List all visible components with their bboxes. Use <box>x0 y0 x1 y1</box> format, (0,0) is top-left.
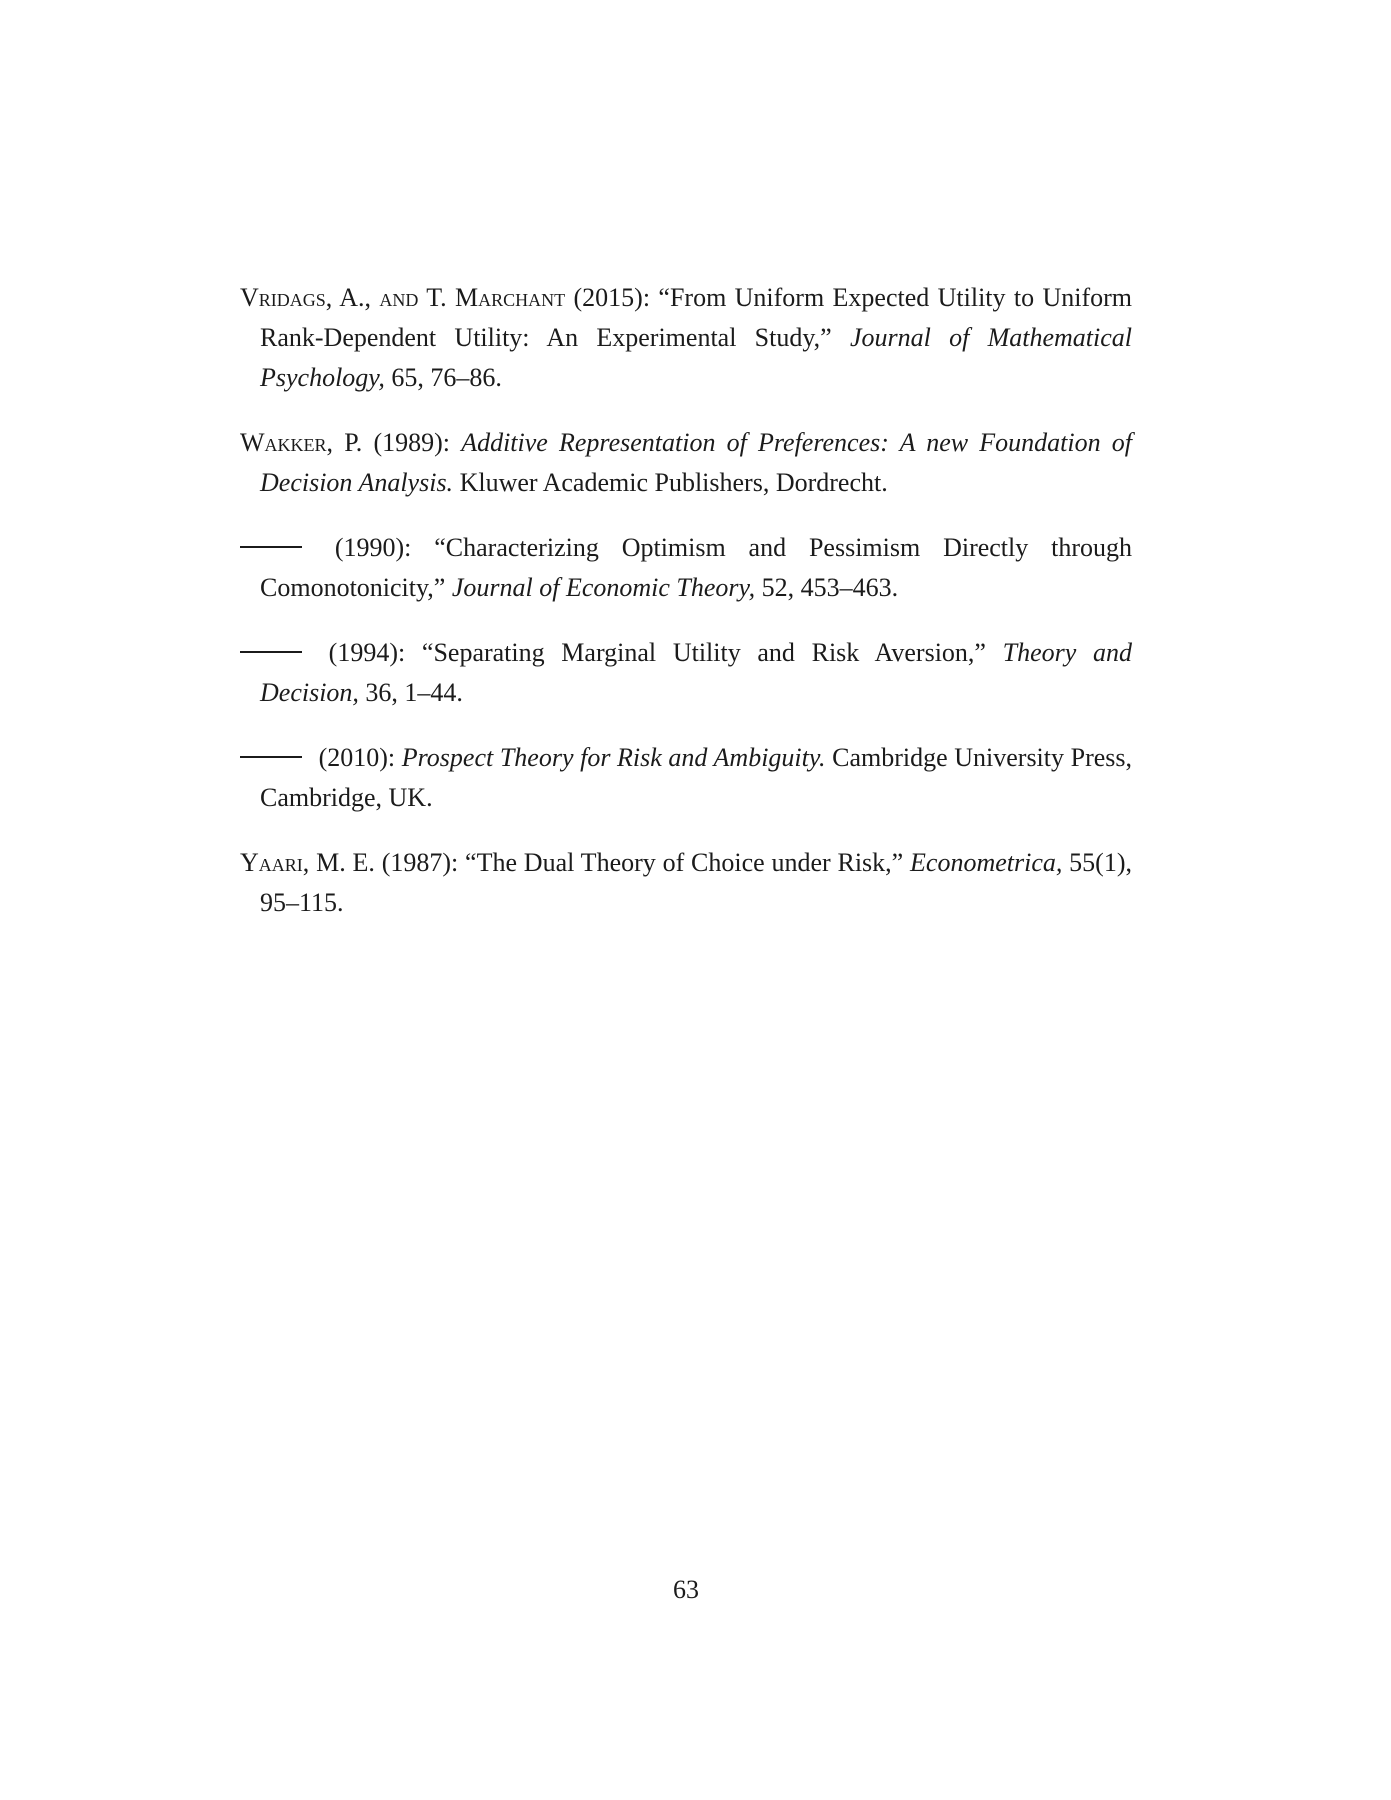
reference-entry <box>240 633 1132 713</box>
reference-tail: 55(1), 95–115. <box>260 848 1132 917</box>
reference-year-title: (1994): “Separating Marginal Utility and Risk Aversion,” <box>312 638 1003 667</box>
reference-tail: Cambridge University Press, Cambridge, UK. <box>260 743 1133 812</box>
same-author-dash <box>240 546 302 548</box>
reference-author: Yaari, M. E. <box>240 848 375 877</box>
reference-year-title: (1990): “Characterizing Optimism and Pessimism Directly through Comonotonicity,” <box>260 533 1132 602</box>
reference-year-title: (2010): <box>312 743 402 772</box>
reference-entry <box>240 278 1132 398</box>
reference-journal-italic: Theory and Decision, <box>260 638 1132 707</box>
reference-tail: Kluwer Academic Publishers, Dordrecht. <box>453 468 888 497</box>
page-number: 63 <box>673 1575 699 1604</box>
same-author-dash <box>240 756 302 758</box>
reference-entry <box>240 738 1132 818</box>
reference-journal-italic: Econometrica, <box>910 848 1063 877</box>
reference-title-italic: Additive Representation of Preferences: A new Foundation of Decision Analysis. <box>260 428 1132 497</box>
reference-journal-italic: Journal of Economic Theory, <box>451 573 756 602</box>
reference-author: Wakker, P. <box>240 428 363 457</box>
reference-journal-italic: Journal of Mathematical Psychology, <box>260 323 1133 392</box>
reference-entry <box>240 423 1132 503</box>
reference-tail: 65, 76–86. <box>384 363 502 392</box>
reference-year-title: (1989): <box>362 428 462 457</box>
reference-year-title: (1987): “The Dual Theory of Choice under Risk,” <box>374 848 911 877</box>
reference-title-italic: Prospect Theory for Risk and Ambiguity. <box>401 743 826 772</box>
reference-entry <box>240 528 1132 608</box>
reference-list <box>240 278 1132 948</box>
reference-author: Vridags, A., and T. Marchant <box>240 283 566 312</box>
same-author-dash <box>240 651 302 653</box>
reference-year-title: (2015): “From Uniform Expected Utility to Uniform Rank-Dependent Utility: An Experimental Study,” <box>260 283 1132 352</box>
reference-tail: 36, 1–44. <box>358 678 463 707</box>
reference-tail: 52, 453–463. <box>755 573 899 602</box>
reference-entry <box>240 843 1132 923</box>
